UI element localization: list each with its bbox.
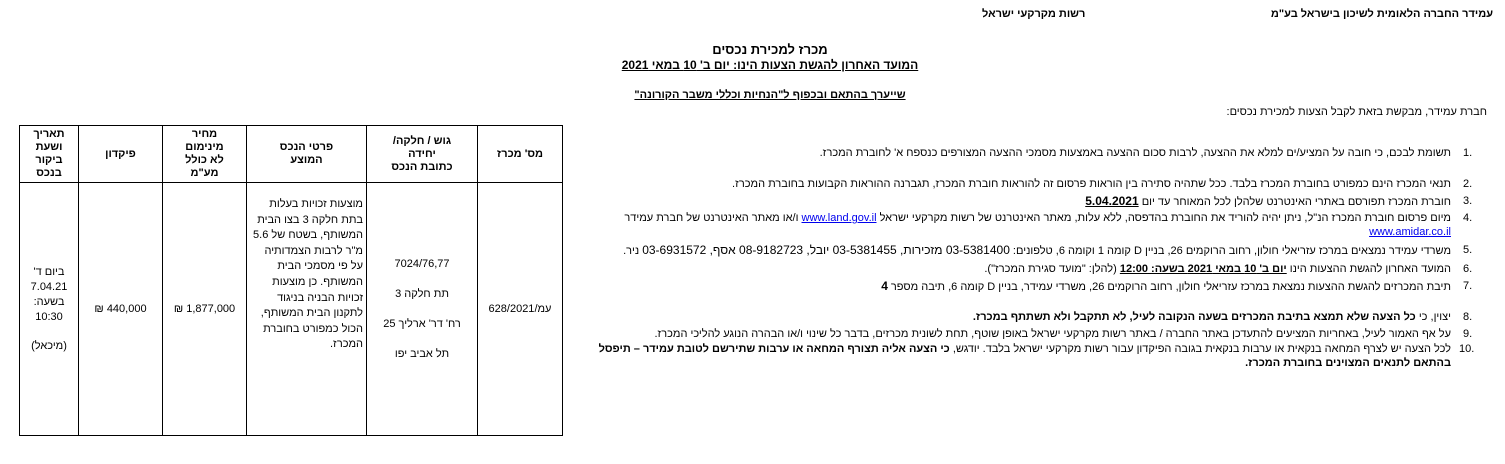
- header-tender: מס' מכרז: [478, 126, 563, 183]
- page-title: מכרז למכירת נכסים: [712, 42, 828, 57]
- item-text-bold: כי הצעה אליה תצורף המחאה או ערבות שתירשם לטובת עמידר – תיפסל בהתאם לתנאים המצוינים בחוברת המכרז.: [598, 343, 1451, 369]
- intro-text: חברת עמידר, מבקשת בזאת לקבל הצעות למכירת נכסים:: [1226, 106, 1487, 118]
- item-text: ניר.: [623, 245, 643, 257]
- item-number: 7.: [1463, 280, 1473, 292]
- item-number: 1.: [1463, 147, 1473, 159]
- list-item: [569, 310, 1489, 324]
- corona-note: שייערך בהתאם ובכפוף ל"הנחיות וכללי משבר הקורונה": [634, 89, 906, 101]
- cell-price: 1,877,000 ₪: [163, 183, 247, 436]
- item-text: יצוין, כי: [1415, 311, 1451, 323]
- item-number: 6.: [1463, 263, 1473, 275]
- terms-list: [569, 146, 1489, 370]
- item-number: 8.: [1463, 311, 1473, 323]
- item-text: המועד האחרון להגשת ההצעות הינו: [1286, 263, 1451, 275]
- amidar-link[interactable]: www.amidar.co.il: [1369, 226, 1451, 238]
- item-number: 5.: [1463, 244, 1473, 256]
- authority-header: רשות מקרקעי ישראל: [982, 8, 1086, 20]
- item-text: משרדי עמידר נמצאים במרכז עזריאלי חולון, רחוב הרוקמים 26, בניין D קומה 1 וקומה 6, טלפונים:: [1009, 245, 1451, 257]
- item-text: חוברת המכרז תפורסם באתרי האינטרנט שלהלן לכל המאוחר עד יום: [1138, 196, 1451, 208]
- list-item: [569, 327, 1489, 341]
- item-text: תשומת לבכם, כי חובה על המציע/ים למלא את ההצעה, לרבות סכום ההצעה באמצעות מסמכי ההצעה המצורפים כנספח א' לחוברת המכרז.: [819, 147, 1451, 159]
- list-item: [569, 211, 1489, 239]
- list-item: [569, 279, 1489, 294]
- publish-date: 5.04.2021: [1085, 194, 1139, 208]
- phone-numbers: 03-5381400 מזכירות, 03-5381455 יובל, 08-9182723 אסף, 03-6931572: [642, 243, 1010, 257]
- deadline-title: המועד האחרון להגשת הצעות הינו: יום ב' 10 במאי 2021: [621, 58, 919, 72]
- list-item: [569, 146, 1489, 160]
- cell-tender: עמ/628/2021: [478, 183, 563, 436]
- box-number: 4: [881, 279, 888, 293]
- item-number: 3.: [1463, 195, 1473, 207]
- closing-deadline: יום ב' 10 במאי 2021 בשעה: 12:00: [1119, 263, 1287, 275]
- header-deposit: פיקדון: [79, 126, 163, 183]
- item-number: 9.: [1463, 328, 1473, 340]
- table-header-row: [20, 126, 563, 183]
- item-text: (להלן: "מועד סגירת המכרז").: [984, 263, 1120, 275]
- item-text: ו/או מאתר האינטרנט של חברת עמידר: [624, 212, 802, 224]
- header-visit: תאריך ושעת ביקור בנכס: [20, 126, 79, 183]
- item-text: לכל הצעה יש לצרף המחאה בנקאית או ערבות בנקאית בגובה הפיקדון עבור רשות מקרקעי ישראל בלבד. יודגש,: [949, 343, 1451, 355]
- list-item: [569, 342, 1489, 370]
- item-text: על אף האמור לעיל, באחריות המציעים להתעדכן באתר החברה / באתר רשות מקרקעי ישראל באופן שוטף, תחת לשונית מכרזים, בדבר כל שינוי ו/או הבהרה הנוגע להליכי המכרז.: [654, 328, 1451, 340]
- item-number: 2.: [1463, 178, 1473, 190]
- item-number: 4.: [1463, 212, 1473, 224]
- item-text-bold: כל הצעה שלא תמצא בתיבת המכרזים בשעה הנקובה לעיל, לא תתקבל ולא תשתתף במכרז.: [972, 311, 1416, 323]
- header-price: מחיר מינימום לא כולל מע"מ: [163, 126, 247, 183]
- list-item: [569, 194, 1489, 209]
- property-table: [19, 125, 563, 436]
- list-item: [569, 177, 1489, 191]
- table-row: [20, 183, 563, 436]
- cell-details: מוצעות זכויות בעלות בתת חלקה 3 בצו הבית המשותף, בשטח של 5.6 מ"ר לרבות הצמדותיה על פי מסמכי הבית המשותף. כן מוצעות זכויות הבניה בניגוד לתקנון הבית המשותף, הכול כמפורט בחוברת המכרז.: [247, 183, 367, 436]
- cell-visit: ביום ד' 7.04.21 בשעה: 10:30 (מיכאל): [20, 183, 79, 436]
- item-text: תיבת המכרזים להגשת ההצעות נמצאת במרכז עזריאלי חולון, רחוב הרוקמים 26, משרדי עמידר, בניין D קומה 6, תיבה מספר: [887, 281, 1451, 293]
- list-item: [569, 262, 1489, 276]
- header-block: גוש / חלקה/ יחידה כתובת הנכס: [367, 126, 478, 183]
- title-block: [560, 42, 980, 101]
- cell-deposit: 440,000 ₪: [79, 183, 163, 436]
- item-text: תנאי המכרז הינם כמפורט בחוברת המכרז בלבד. ככל שתהיה סתירה בין הוראות פרסום זה להוראות חוברת המכרז, תגברנה ההוראות הקבועות בחוברת המכרז.: [732, 178, 1451, 190]
- list-item: [569, 243, 1489, 258]
- company-header: עמידר החברה הלאומית לשיכון בישראל בע"מ: [1270, 8, 1493, 20]
- header-details: פרטי הנכס המוצע: [247, 126, 367, 183]
- land-gov-link[interactable]: www.land.gov.il: [801, 212, 877, 224]
- item-text: מיום פרסום חוברת המכרז הנ"ל, ניתן יהיה להוריד את החוברת בהדפסה, ללא עלות, מאתר האינטרנט של רשות מקרקעי ישראל: [876, 212, 1451, 224]
- cell-block-address: 7024/76,77 תת חלקה 3 רח' דר' ארליך 25 תל אביב יפו: [367, 183, 478, 436]
- item-number: 10.: [1459, 343, 1475, 355]
